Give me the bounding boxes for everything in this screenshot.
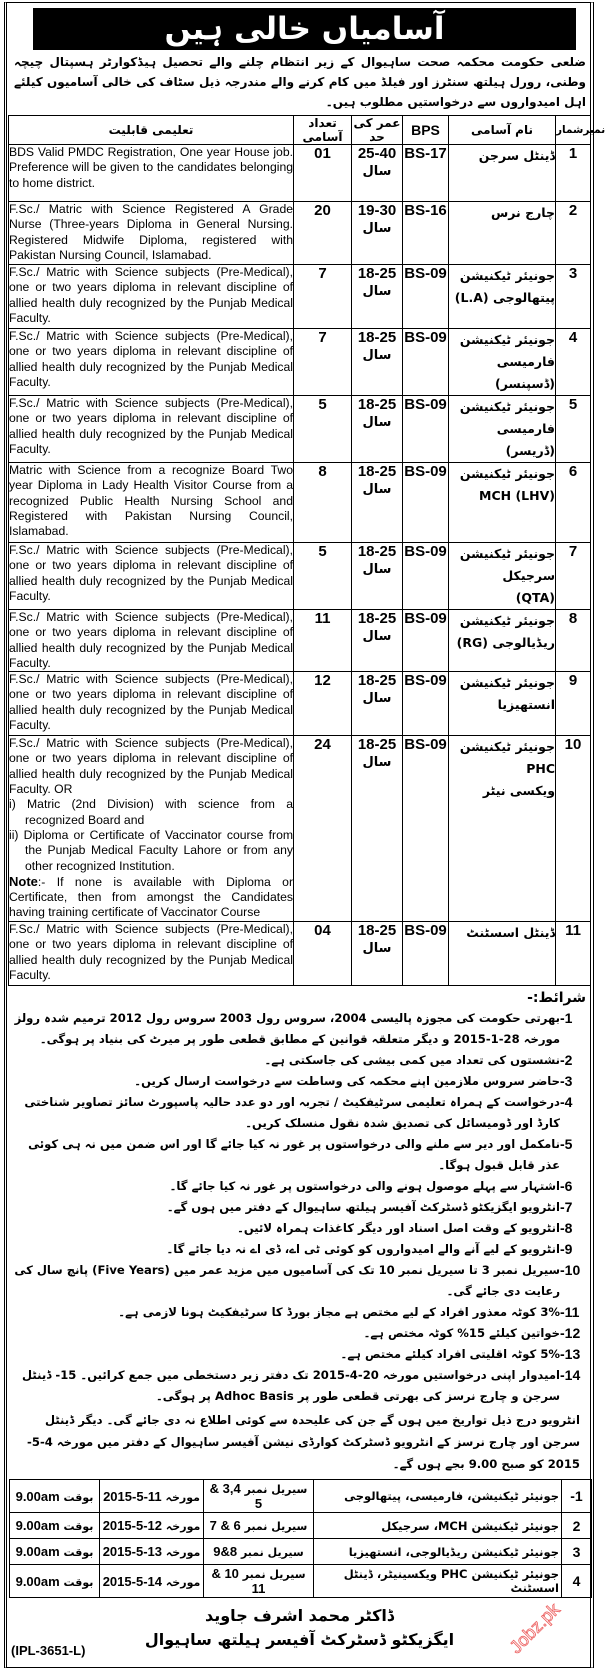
bps-grade: BS-09	[403, 610, 449, 672]
qualification-cell	[9, 463, 294, 543]
interview-schedule-table	[9, 1479, 592, 1598]
serial-number: 6	[556, 463, 591, 543]
post-name-line: پیتھالوجی (L.A)	[454, 290, 555, 305]
serial-number: 9	[556, 672, 591, 736]
time-prefix: بوقت	[63, 1575, 94, 1589]
qualification-cell	[9, 202, 294, 265]
age-range: 18-25	[357, 736, 397, 754]
age-range: 18-25	[357, 543, 397, 560]
header-count: تعداد آسامی	[294, 116, 352, 145]
age-unit: سال	[362, 221, 392, 236]
qualification-text: F.Sc./ Matric with Science subjects (Pre-Medical), one or two years diploma in relevant discipline of allied health duly recognized by the Punjab Medical Faculty.	[9, 610, 293, 670]
condition-number: -12	[560, 1325, 581, 1342]
condition-item	[12, 1134, 590, 1176]
signatory-name: ڈاکٹر محمد اشرف جاوید	[204, 1606, 394, 1626]
age-unit: سال	[362, 164, 392, 179]
post-count: 5	[294, 543, 352, 610]
serial-prefix: سیریل نمبر	[240, 1546, 304, 1560]
post-name-line: چارج نرس	[491, 205, 555, 220]
date-prefix: مورخہ	[165, 1490, 200, 1504]
condition-item	[12, 1302, 590, 1323]
interview-date: 13-5-2015	[102, 1544, 163, 1560]
qualification-text: Matric with Science from a recognize Board Two year Diploma in Lady Health Visitor Course from a recognized Public Health Nursing School and Registered with Pakistan Nursing Council, Islamabad.	[9, 463, 293, 539]
schedule-number: 3	[562, 1539, 592, 1565]
condition-item	[12, 1092, 590, 1134]
schedule-row	[10, 1539, 592, 1565]
interview-date: 14-5-2015	[102, 1573, 163, 1589]
serial-number: 10	[556, 736, 591, 922]
serials: 6 & 7	[209, 1518, 241, 1534]
condition-item	[12, 1176, 590, 1197]
age-unit: سال	[362, 482, 392, 497]
age-range: 18-25	[357, 672, 397, 690]
post-name-line: ویکسی نیٹر	[482, 783, 555, 799]
interview-time-cell	[10, 1513, 100, 1539]
conditions-heading: شرائط:-	[527, 990, 586, 1007]
condition-text: حاضر سروس ملازمین اپنے محکمہ کی وساطت سے درخواست ارسال کریں۔	[134, 1074, 560, 1089]
qualification-cell	[9, 396, 294, 463]
watermark: Jobz.pk	[505, 1599, 564, 1658]
condition-number: -5	[560, 1136, 573, 1153]
serial-number: 3	[556, 265, 591, 329]
post-name-cell	[449, 145, 556, 202]
age-limit-cell	[352, 396, 403, 463]
bps-grade: BS-09	[403, 396, 449, 463]
post-name-line: ڈینٹل اسسٹنٹ	[466, 925, 555, 941]
qualification-text: F.Sc./ Matric with Science subjects (Pre-Medical), one or two years diploma in relevant discipline of allied health duly recognized by the Punjab Medical Faculty.	[9, 922, 293, 983]
time-prefix: بوقت	[63, 1546, 94, 1560]
interview-note: انٹرویو درج ذیل تواریخ میں ہوں گے جن کی علیحدہ سے کوئی اطلاع نہ دی جائے گی۔ دیگر ڈینٹل سرجن اور چارج نرسز کے انٹرویو ڈسٹرکٹ کوارڈی نیشن آفیسر ساہیوال کے دفتر میں مورخہ 4-5-2015 کو صبح 9.00 بجے ہوں گے۔	[27, 1413, 580, 1472]
post-name-cell	[449, 672, 556, 736]
condition-text: نشستوں کی تعداد میں کمی بیشی کی جاسکتی ہے۔	[264, 1053, 560, 1068]
table-row	[9, 145, 591, 202]
post-count: 7	[294, 265, 352, 329]
post-name-cell	[449, 543, 556, 610]
serials: 10 & 11	[211, 1566, 266, 1597]
serial-number: 4	[556, 329, 591, 396]
bps-grade: BS-09	[403, 265, 449, 329]
qualification-cell	[9, 329, 294, 396]
age-range: 19-30	[357, 202, 397, 219]
condition-text: انٹرویو ایگزیکٹو ڈسٹرکٹ آفیسر ہیلتھ ساہیوال کے دفتر میں ہوں گے۔	[166, 1200, 560, 1215]
condition-item	[12, 1323, 590, 1344]
post-name-line: (QTA)	[515, 590, 555, 605]
serial-number: 1	[556, 145, 591, 202]
header-qualification: تعلیمی قابلیت	[9, 116, 294, 145]
age-unit: سال	[362, 755, 392, 771]
post-name-line: ڈینٹل سرجن	[478, 148, 555, 163]
condition-text: امیدوار اپنی درخواستیں مورخہ 20-4-2015 تک دفتر زیر دستخطی میں جمع کرائیں۔ 15- ڈینٹل سرجن و چارج نرسز کی بھرتی قطعی طور پر Adhoc Basis پر ہوگی۔	[22, 1368, 560, 1404]
interview-date-cell	[100, 1513, 204, 1539]
condition-number: -9	[560, 1241, 573, 1258]
age-unit: سال	[362, 348, 392, 363]
condition-number: -10	[560, 1262, 581, 1279]
date-prefix: مورخہ	[165, 1575, 201, 1589]
post-count: 20	[294, 202, 352, 265]
post-count: 12	[294, 672, 352, 736]
post-count: 7	[294, 329, 352, 396]
interview-time: 9.00am	[15, 1544, 60, 1560]
post-name-line: انستھیزیا	[497, 697, 555, 713]
table-row	[9, 265, 591, 329]
age-limit-cell	[352, 610, 403, 672]
age-unit: سال	[362, 415, 392, 430]
age-range: 18-25	[357, 463, 397, 480]
age-range: 18-25	[357, 610, 397, 627]
post-name-cell	[449, 610, 556, 672]
bps-grade: BS-09	[403, 543, 449, 610]
age-range: 18-25	[357, 329, 397, 346]
condition-item	[12, 1197, 590, 1218]
post-count: 8	[294, 463, 352, 543]
bps-grade: BS-09	[403, 329, 449, 396]
condition-text: 5% کوٹہ اقلیتی افراد کیلئے مختص ہے۔	[340, 1347, 560, 1362]
condition-number: -4	[560, 1094, 573, 1111]
table-row	[9, 202, 591, 265]
table-row	[9, 922, 591, 986]
interview-time: 9.00am	[15, 1488, 60, 1504]
schedule-number: 4	[562, 1565, 592, 1598]
condition-item	[12, 1008, 590, 1050]
condition-text: خواتین کیلئے 15% کوٹہ مختص ہے۔	[363, 1326, 560, 1341]
reference-code: (IPL-3651-L)	[11, 1643, 86, 1659]
serials-cell	[204, 1480, 314, 1513]
condition-number: -3	[560, 1073, 573, 1090]
post-name-cell	[449, 922, 556, 986]
conditions-list	[9, 1008, 590, 1407]
condition-text: سیریل نمبر 3 تا سیریل نمبر 10 تک کی آسامیوں میں مزید عمر میں (Five Years) پانچ سال کی رعایت دی جائے گی۔	[14, 1263, 560, 1299]
post-name-line: جونیئر ٹیکنیشن فارمیسی	[459, 332, 555, 369]
note-text: :- If none is available with Diploma or Certificate, then from amongst the Candidates having training certificate of Vaccinator Course	[9, 874, 293, 920]
qualification-cell	[9, 922, 294, 986]
qualification-cell	[9, 265, 294, 329]
condition-item	[12, 1344, 590, 1365]
age-limit-cell	[352, 543, 403, 610]
qualification-text: F.Sc./ Matric with Science subjects (Pre-Medical), one or two years diploma in relevant discipline of allied health duly recognized by the Punjab Medical Faculty.	[9, 543, 293, 603]
time-prefix: بوقت	[63, 1520, 94, 1534]
interview-time: 9.00am	[15, 1518, 60, 1534]
age-limit-cell	[352, 329, 403, 396]
signatory-designation: ایگزیکٹو ڈسٹرکٹ آفیسر ہیلتھ ساہیوال	[144, 1630, 455, 1650]
serial-number: 8	[556, 610, 591, 672]
interview-time-cell	[10, 1539, 100, 1565]
age-unit: سال	[362, 562, 392, 577]
qualification-text: F.Sc./ Matric with Science subjects (Pre-Medical), one or two years diploma in relevant discipline of allied health duly recognized by the Punjab Medical Faculty.	[9, 672, 293, 733]
bps-grade: BS-09	[403, 736, 449, 922]
qualification-cell	[9, 543, 294, 610]
age-limit-cell	[352, 736, 403, 922]
age-range: 18-25	[357, 396, 397, 413]
condition-item	[12, 1260, 590, 1302]
schedule-posts: جونیئر ٹیکنیشن PHC ویکسینیٹر، ڈینٹل اسسٹنٹ	[314, 1565, 562, 1598]
table-row	[9, 672, 591, 736]
bps-grade: BS-16	[403, 202, 449, 265]
post-count: 01	[294, 145, 352, 202]
qualification-text: F.Sc./ Matric with Science subjects (Pre-Medical), one or two years diploma in relevant discipline of allied health duly recognized by the Punjab Medical Faculty. OR	[9, 736, 293, 797]
condition-number: -14	[560, 1367, 581, 1384]
post-name-line: (ڈریسر)	[505, 443, 555, 458]
header-serial: نمبرشمار	[556, 116, 591, 145]
qualification-option: i) Matric (2nd Division) with science from a recognized Board and	[9, 797, 293, 827]
condition-text: بھرتی حکومت کی مجوزہ پالیسی 2004، سروس رول 2003 سروس رول 2012 ترمیم شدہ رولز مورخہ 28-1-2015 و دیگر متعلقہ قوانین کے مطابق قطعی طور پر میرٹ کی بنیاد پر ہوگی۔	[14, 1011, 560, 1047]
serials-cell	[204, 1513, 314, 1539]
qualification-cell	[9, 736, 294, 922]
qualification-option: ii) Diploma or Certificate of Vaccinator course from the Punjab Medical Faculty Lahore or from any other recognized Institution.	[9, 827, 293, 873]
post-name-cell	[449, 202, 556, 265]
condition-text: انٹرویو کے وقت اصل اسناد اور دیگر کاغذات ہمراہ لائیں۔	[237, 1221, 560, 1236]
age-range: 18-25	[357, 922, 397, 940]
condition-text: اشتہار سے پہلے موصول ہونے والی درخواستوں پر غور نہ کیا جائے گا۔	[169, 1179, 560, 1194]
schedule-row	[10, 1565, 592, 1598]
condition-number: -13	[560, 1346, 581, 1363]
serial-number: 7	[556, 543, 591, 610]
schedule-row	[10, 1480, 592, 1513]
condition-number: -7	[560, 1199, 573, 1216]
post-name-cell	[449, 265, 556, 329]
schedule-posts: جونیئر ٹیکنیشن، فارمیسی، پیتھالوجی	[314, 1480, 562, 1513]
date-prefix: مورخہ	[165, 1546, 201, 1560]
condition-item	[12, 1218, 590, 1239]
post-name-line: ریڈیالوجی (RG)	[456, 635, 555, 650]
post-count: 24	[294, 736, 352, 922]
serial-prefix: سیریل نمبر	[242, 1568, 306, 1582]
condition-text: 3% کوٹہ معذور افراد کے لیے مختص ہے مجاز بورڈ کا سرٹیفکیٹ ہونا لازمی ہے۔	[118, 1305, 560, 1320]
qualification-cell	[9, 672, 294, 736]
schedule-posts: جونیئر ٹیکنیشن ریڈیالوجی، انستھیزیا	[314, 1539, 562, 1565]
condition-number: -2	[560, 1052, 573, 1069]
condition-number: -6	[560, 1178, 573, 1195]
age-limit-cell	[352, 672, 403, 736]
table-header-row	[9, 116, 591, 145]
age-limit-cell	[352, 463, 403, 543]
interview-date-cell	[100, 1539, 204, 1565]
table-row	[9, 543, 591, 610]
post-count: 04	[294, 922, 352, 986]
condition-item	[12, 1071, 590, 1092]
post-count: 11	[294, 610, 352, 672]
condition-item	[12, 1050, 590, 1071]
header-post-name: نام آسامی	[449, 116, 556, 145]
interview-date: 11-5-2015	[103, 1488, 162, 1504]
table-row	[9, 610, 591, 672]
condition-text: نامکمل اور دیر سے ملنے والی درخواستوں پر غور نہ کیا جائے گا اور اس ضمن میں نہ ہی کوئی عذر قابل قبول ہوگا۔	[28, 1137, 560, 1173]
table-row	[9, 396, 591, 463]
signature-block	[9, 1599, 590, 1660]
bps-grade: BS-09	[403, 922, 449, 986]
interview-time: 9.00am	[15, 1573, 60, 1589]
note-label: Note	[9, 873, 38, 889]
qualification-text: F.Sc./ Matric with Science subjects (Pre-Medical), one or two years diploma in relevant discipline of allied health duly recognized by the Punjab Medical Faculty.	[9, 265, 293, 325]
serials-cell	[204, 1565, 314, 1598]
header-bps: BPS	[403, 116, 449, 145]
condition-item	[12, 1365, 590, 1407]
age-limit-cell	[352, 922, 403, 986]
post-name-line: جونیئر ٹیکنیشن	[459, 675, 555, 691]
date-prefix: مورخہ	[165, 1520, 201, 1534]
post-name-cell	[449, 329, 556, 396]
bps-grade: BS-09	[403, 672, 449, 736]
condition-text: انٹرویو کے لیے آنے والے امیدواروں کو کوئی ٹی اے، ڈی اے نہ دیا جائے گا۔	[166, 1242, 560, 1257]
serial-number: 11	[556, 922, 591, 986]
time-prefix: بوقت	[63, 1490, 94, 1504]
condition-number: -11	[560, 1304, 580, 1321]
bps-grade: BS-17	[403, 145, 449, 202]
schedule-number: 2	[562, 1513, 592, 1539]
post-count: 5	[294, 396, 352, 463]
qualification-text: BDS Valid PMDC Registration, One year House job. Preference will be given to the candidates belonging to home district.	[9, 145, 293, 190]
age-range: 18-25	[357, 265, 397, 282]
age-limit-cell	[352, 202, 403, 265]
age-unit: سال	[362, 629, 392, 644]
ad-title: آسامیاں خالی ہیں	[33, 8, 576, 50]
header-age: عمر کی حد	[353, 116, 401, 144]
schedule-posts: جونیئر ٹیکنیشن MCH، سرجیکل	[314, 1513, 562, 1539]
qualification-text: F.Sc./ Matric with Science subjects (Pre-Medical), one or two years diploma in relevant discipline of allied health duly recognized by the Punjab Medical Faculty.	[9, 329, 293, 389]
vacancies-table	[8, 115, 605, 986]
qualification-cell	[9, 145, 294, 202]
serial-prefix: سیریل نمبر	[244, 1520, 308, 1534]
qualification-text: F.Sc./ Matric with Science subjects (Pre-Medical), one or two years diploma in relevant discipline of allied health duly recognized by the Punjab Medical Faculty.	[9, 396, 293, 456]
post-name-line: جونیئر ٹیکنیشن	[459, 613, 555, 628]
schedule-number: -1	[562, 1480, 592, 1513]
post-name-line: جونیئر ٹیکنیشن	[459, 268, 555, 283]
intro-text: ضلعی حکومت محکمہ صحت ساہیوال کے زیر انتظام چلنے والے تحصیل ہیڈکوارٹر ہسپتال چیچہ وطنی، رورل ہیلتھ سنٹرز اور فیلڈ میں کام کرنے والے مندرجہ ذیل سٹاف کی خالی آسامیوں کیلئے اہل امیدواروں سے درخواستیں مطلوب ہیں۔	[14, 55, 586, 109]
interview-date-cell	[100, 1565, 204, 1598]
serials: 3,4 & 5	[209, 1481, 263, 1512]
post-name-line: جونیئر ٹیکنیشن PHC	[459, 739, 555, 777]
qualification-note	[9, 874, 293, 921]
post-name-cell	[449, 463, 556, 543]
serial-number: 2	[556, 202, 591, 265]
table-row	[9, 463, 591, 543]
interview-time-cell	[10, 1565, 100, 1598]
age-unit: سال	[362, 284, 392, 299]
interview-date-cell	[100, 1480, 204, 1513]
condition-text: درخواست کے ہمراہ تعلیمی سرٹیفکیٹ / تجربہ اور دو عدد حالیہ پاسپورٹ سائز تصاویر شناختی کارڈ اور ڈومیسائل کی تصدیق شدہ نقول منسلک کریں۔	[24, 1095, 560, 1131]
condition-item	[12, 1239, 590, 1260]
serial-prefix: سیریل نمبر	[244, 1483, 308, 1497]
post-name-line: جونیئر ٹیکنیشن	[459, 466, 555, 481]
table-row	[9, 329, 591, 396]
post-name-line: جونیئر ٹیکنیشن فارمیسی	[459, 399, 555, 436]
post-name-line: (ڈسپنسر)	[495, 376, 555, 391]
post-name-line: جونیئر ٹیکنیشن سرجیکل	[459, 546, 555, 583]
age-unit: سال	[362, 941, 392, 957]
qualification-text: F.Sc./ Matric with Science Registered A Grade Nurse (Three-years Diploma in General Nursing. Registered Midwife Diploma, registered with Pakistan Nursing Council, Islamabad.	[9, 202, 293, 262]
qualification-cell	[9, 610, 294, 672]
bps-grade: BS-09	[403, 463, 449, 543]
age-limit-cell	[352, 145, 403, 202]
condition-number: -8	[560, 1220, 573, 1237]
serials-cell	[204, 1539, 314, 1565]
condition-number: -1	[560, 1010, 573, 1027]
interview-time-cell	[10, 1480, 100, 1513]
serial-number: 5	[556, 396, 591, 463]
post-name-cell	[449, 736, 556, 922]
age-limit-cell	[352, 265, 403, 329]
table-row	[9, 736, 591, 922]
schedule-row	[10, 1513, 592, 1539]
serials: 8&9	[213, 1544, 238, 1560]
interview-date: 12-5-2015	[102, 1518, 163, 1534]
post-name-line: (LHV) MCH	[479, 488, 555, 503]
age-unit: سال	[362, 691, 392, 707]
post-name-cell	[449, 396, 556, 463]
age-range: 25-40	[357, 145, 397, 162]
